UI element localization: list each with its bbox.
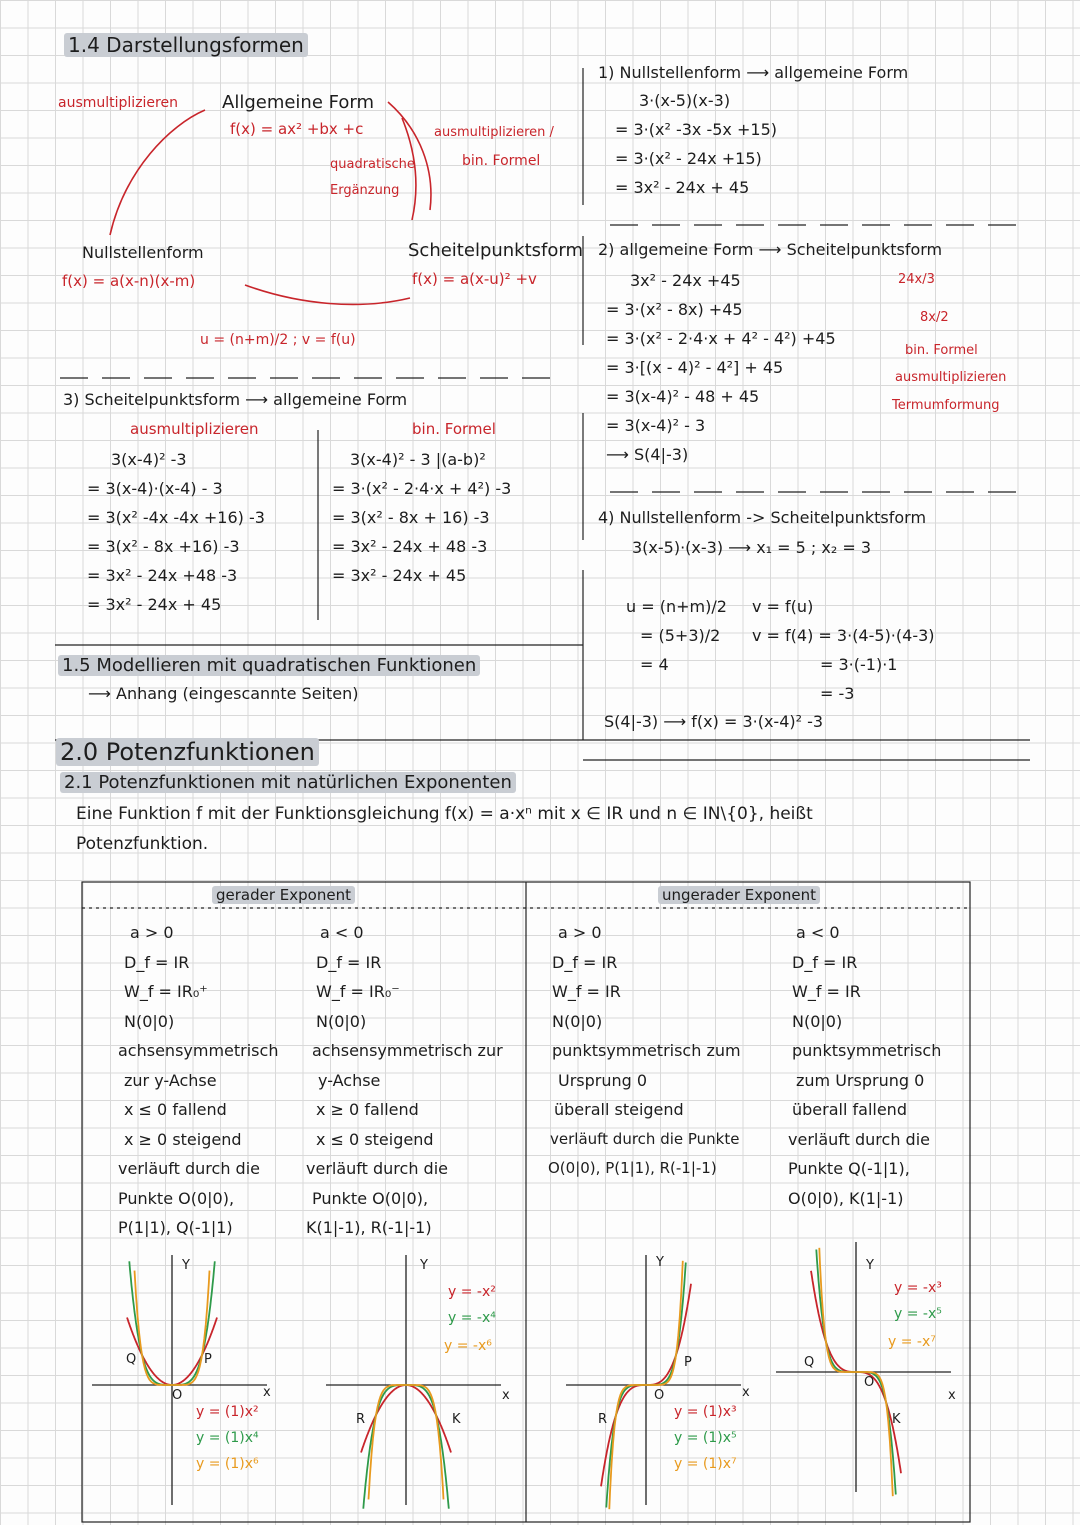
arrow-ns-to-sp bbox=[245, 285, 410, 304]
prop-line: achsensymmetrisch zur bbox=[312, 1041, 503, 1060]
definition-line-2: Potenzfunktion. bbox=[76, 834, 209, 854]
ex2-note: 24x/3 bbox=[898, 272, 935, 287]
ex2-note: ausmultiplizieren bbox=[895, 370, 1007, 385]
graph-label: y = (1)x⁵ bbox=[674, 1430, 737, 1446]
scheitelpunktsform-formula: f(x) = a(x-u)² +v bbox=[412, 270, 537, 288]
prop-line: N(0|0) bbox=[792, 1011, 843, 1031]
graph-label: y = -x² bbox=[448, 1284, 496, 1300]
scheitelpunktsform-title: Scheitelpunktsform bbox=[408, 240, 584, 261]
point-label-k: K bbox=[452, 1412, 461, 1427]
ex1-line: = 3x² - 24x + 45 bbox=[615, 178, 750, 197]
ex1-line: = 3·(x² -3x -5x +15) bbox=[615, 120, 777, 139]
prop-line: D_f = IR bbox=[124, 952, 190, 972]
ex3-right-line: = 3x² - 24x + 48 -3 bbox=[332, 537, 488, 556]
ex3-left-line: = 3x² - 24x +48 -3 bbox=[87, 566, 238, 585]
prop-line: W_f = IR₀⁻ bbox=[316, 982, 400, 1001]
section-title-1-4: 1.4 Darstellungsformen bbox=[64, 33, 308, 57]
axis-label-y: Y bbox=[420, 1258, 428, 1273]
ex3-right-line: = 3·(x² - 2·4·x + 4²) -3 bbox=[332, 479, 512, 498]
graph-label: y = -x⁷ bbox=[888, 1334, 936, 1350]
axis-label-x: x bbox=[502, 1388, 510, 1403]
prop-line: P(1|1), Q(-1|1) bbox=[118, 1218, 233, 1237]
ex3-right-label: bin. Formel bbox=[412, 420, 496, 438]
ex4-u-line: = 4 bbox=[640, 655, 669, 674]
ex2-line: = 3(x-4)² - 48 + 45 bbox=[606, 387, 760, 406]
prop-line: a < 0 bbox=[796, 923, 840, 942]
allgemeine-form-formula: f(x) = ax² +bx +c bbox=[230, 120, 364, 138]
ex4-line1: 3(x-5)·(x-3) ⟶ x₁ = 5 ; x₂ = 3 bbox=[632, 538, 872, 557]
prop-line: überall steigend bbox=[554, 1100, 684, 1119]
axis-label-y: Y bbox=[866, 1258, 874, 1273]
ex4-v-line: = 3·(-1)·1 bbox=[820, 655, 898, 674]
prop-line: x ≤ 0 steigend bbox=[316, 1129, 434, 1149]
ex4-v-lines bbox=[752, 592, 935, 708]
prop-line: W_f = IR bbox=[792, 982, 861, 1001]
axis-label-x: x bbox=[263, 1385, 271, 1400]
point-label-o: O bbox=[864, 1375, 875, 1390]
curve-x-power-6 bbox=[369, 1385, 444, 1499]
label-ausmultiplizieren-left: ausmultiplizieren bbox=[58, 95, 178, 111]
graph-label: y = (1)x² bbox=[196, 1404, 259, 1420]
prop-line: a > 0 bbox=[130, 923, 174, 942]
section-title-2-1: 2.1 Potenzfunktionen mit natürlichen Exponenten bbox=[60, 772, 516, 793]
ex2-line: ⟶ S(4|-3) bbox=[606, 445, 689, 464]
ex4-title: 4) Nullstellenform -> Scheitelpunktsform bbox=[598, 508, 927, 527]
axis-label-y: Y bbox=[656, 1255, 664, 1270]
label-quad-erg-1: quadratische bbox=[330, 157, 415, 172]
point-label-r: R bbox=[356, 1412, 366, 1427]
section-title-2-0: 2.0 Potenzfunktionen bbox=[56, 738, 319, 766]
curve-x-power-3 bbox=[811, 1271, 901, 1474]
prop-line: N(0|0) bbox=[316, 1011, 367, 1031]
ex2-note: bin. Formel bbox=[905, 343, 978, 358]
point-label-o: O bbox=[654, 1388, 665, 1403]
label-quad-erg-2: Ergänzung bbox=[330, 183, 400, 198]
ex1-lines bbox=[615, 86, 777, 202]
nullstellenform-formula: f(x) = a(x-n)(x-m) bbox=[62, 272, 196, 290]
point-label-r: R bbox=[598, 1412, 608, 1427]
ex3-right-line: = 3(x² - 8x + 16) -3 bbox=[332, 508, 490, 527]
prop-line: W_f = IR bbox=[552, 982, 621, 1001]
axis-label-x: x bbox=[948, 1388, 956, 1403]
graph-label: y = -x⁶ bbox=[444, 1338, 492, 1354]
ex3-right-line: 3(x-4)² - 3 |(a-b)² bbox=[350, 450, 486, 469]
ex4-v-line: v = f(u) bbox=[752, 597, 814, 616]
ex1-title: 1) Nullstellenform ⟶ allgemeine Form bbox=[598, 63, 909, 82]
point-label-p: P bbox=[204, 1352, 212, 1367]
prop-line: a < 0 bbox=[320, 923, 364, 942]
prop-line: D_f = IR bbox=[316, 952, 382, 972]
prop-line: Punkte Q(-1|1), bbox=[788, 1159, 910, 1178]
ex3-left-label: ausmultiplizieren bbox=[130, 420, 259, 438]
curve-x-power-4 bbox=[129, 1261, 215, 1385]
point-label-p: P bbox=[684, 1355, 692, 1370]
ex3-right-lines bbox=[332, 445, 511, 590]
prop-line: x ≤ 0 fallend bbox=[124, 1100, 227, 1119]
prop-line: punktsymmetrisch bbox=[792, 1041, 942, 1060]
prop-line: W_f = IR₀⁺ bbox=[124, 982, 208, 1001]
ex2-line: = 3·(x² - 2·4·x + 4² - 4²) +45 bbox=[606, 329, 836, 348]
point-label-o: O bbox=[172, 1388, 183, 1403]
prop-line: achsensymmetrisch bbox=[118, 1041, 279, 1060]
prop-line: O(0|0), K(1|-1) bbox=[788, 1188, 904, 1208]
graph-label: y = -x³ bbox=[894, 1280, 942, 1296]
prop-line: zur y-Achse bbox=[124, 1070, 217, 1090]
ex4-u-line: = (5+3)/2 bbox=[640, 626, 721, 645]
ex4-result: S(4|-3) ⟶ f(x) = 3·(x-4)² -3 bbox=[604, 712, 824, 731]
ex4-v-line: v = f(4) = 3·(4-5)·(4-3) bbox=[752, 626, 935, 645]
curve-x-power-6 bbox=[135, 1271, 210, 1385]
curve-x-power-4 bbox=[363, 1385, 449, 1509]
ex4-u-lines bbox=[626, 592, 727, 679]
axis-label-x: x bbox=[742, 1385, 750, 1400]
label-ausmult-binom-2: bin. Formel bbox=[462, 153, 541, 169]
prop-line: D_f = IR bbox=[792, 952, 858, 972]
ex2-line: = 3·(x² - 8x) +45 bbox=[606, 300, 743, 319]
allgemeine-form-title: Allgemeine Form bbox=[222, 92, 374, 113]
header-even-exponent: gerader Exponent bbox=[212, 886, 355, 904]
curve-x-power-2 bbox=[361, 1385, 451, 1453]
col-even-neg bbox=[306, 918, 503, 1243]
point-label-k: K bbox=[892, 1412, 901, 1427]
axis-label-y: Y bbox=[182, 1258, 190, 1273]
ex3-left-line: = 3x² - 24x + 45 bbox=[87, 595, 222, 614]
section-title-1-5: 1.5 Modellieren mit quadratischen Funktionen bbox=[58, 655, 480, 676]
prop-line: O(0|0), P(1|1), R(-1|-1) bbox=[548, 1159, 717, 1177]
ex3-left-line: = 3(x² - 8x +16) -3 bbox=[87, 537, 240, 556]
s15-anhang: ⟶ Anhang (eingescannte Seiten) bbox=[88, 684, 359, 703]
graph-label: y = (1)x⁷ bbox=[674, 1456, 737, 1472]
prop-line: K(1|-1), R(-1|-1) bbox=[306, 1218, 432, 1237]
prop-line: zum Ursprung 0 bbox=[796, 1070, 925, 1090]
ex3-title: 3) Scheitelpunktsform ⟶ allgemeine Form bbox=[63, 390, 408, 409]
graph-label: y = (1)x⁴ bbox=[196, 1430, 259, 1446]
graph-label: y = (1)x³ bbox=[674, 1404, 737, 1420]
curve-x-power-7 bbox=[609, 1261, 683, 1509]
ex2-note: 8x/2 bbox=[920, 310, 949, 325]
prop-line: verläuft durch die bbox=[788, 1129, 930, 1149]
prop-line: Punkte O(0|0), bbox=[118, 1188, 235, 1208]
col-even-pos bbox=[118, 918, 278, 1243]
point-label-q: Q bbox=[126, 1352, 137, 1367]
prop-line: x ≥ 0 fallend bbox=[316, 1100, 419, 1119]
curve-x-power-7 bbox=[819, 1248, 893, 1496]
ex2-note: Termumformung bbox=[892, 398, 1000, 413]
ex1-line: = 3·(x² - 24x +15) bbox=[615, 149, 762, 168]
prop-line: N(0|0) bbox=[552, 1011, 603, 1031]
graph-label: y = (1)x⁶ bbox=[196, 1456, 259, 1472]
ex2-title: 2) allgemeine Form ⟶ Scheitelpunktsform bbox=[598, 240, 943, 259]
col-odd-pos bbox=[548, 918, 741, 1184]
prop-line: x ≥ 0 steigend bbox=[124, 1129, 242, 1149]
prop-line: verläuft durch die bbox=[118, 1159, 260, 1178]
ex3-left-line: 3(x-4)² -3 bbox=[111, 450, 187, 469]
prop-line: punktsymmetrisch zum bbox=[552, 1041, 741, 1060]
ex3-left-line: = 3(x² -4x -4x +16) -3 bbox=[87, 508, 265, 527]
ex1-line: 3·(x-5)(x-3) bbox=[639, 91, 731, 110]
curve-x-power-5 bbox=[816, 1250, 896, 1495]
point-label-q: Q bbox=[804, 1355, 815, 1370]
prop-line: D_f = IR bbox=[552, 952, 618, 972]
prop-line: überall fallend bbox=[792, 1100, 907, 1119]
ex2-line: = 3·[(x - 4)² - 4²] + 45 bbox=[606, 358, 784, 377]
ex2-line: 3x² - 24x +45 bbox=[630, 271, 741, 290]
ex2-line: = 3(x-4)² - 3 bbox=[606, 416, 706, 435]
arrow-ns-to-allg bbox=[110, 110, 205, 235]
prop-line: y-Achse bbox=[318, 1070, 381, 1090]
ex3-left-lines bbox=[87, 445, 265, 619]
prop-line: verläuft durch die Punkte bbox=[550, 1129, 740, 1148]
col-odd-neg bbox=[786, 918, 941, 1213]
prop-line: N(0|0) bbox=[124, 1011, 175, 1031]
nullstellenform-title: Nullstellenform bbox=[82, 243, 204, 262]
ex4-v-line: = -3 bbox=[820, 684, 855, 703]
prop-line: Punkte O(0|0), bbox=[312, 1188, 429, 1208]
header-odd-exponent: ungerader Exponent bbox=[658, 886, 820, 904]
label-ausmult-binom-1: ausmultiplizieren / bbox=[434, 125, 554, 140]
graph-label: y = -x⁵ bbox=[894, 1306, 942, 1322]
ex3-left-line: = 3(x-4)·(x-4) - 3 bbox=[87, 479, 223, 498]
ex4-u-line: u = (n+m)/2 bbox=[626, 597, 727, 616]
uv-formula: u = (n+m)/2 ; v = f(u) bbox=[200, 332, 356, 348]
prop-line: Ursprung 0 bbox=[558, 1070, 648, 1090]
ex2-lines bbox=[606, 266, 836, 469]
ex3-right-line: = 3x² - 24x + 45 bbox=[332, 566, 467, 585]
definition-line-1: Eine Funktion f mit der Funktionsgleichung f(x) = a·xⁿ mit x ∈ IR und n ∈ IN\{0}, heißt bbox=[76, 804, 813, 824]
prop-line: a > 0 bbox=[558, 923, 602, 942]
graph-label: y = -x⁴ bbox=[448, 1310, 496, 1326]
prop-line: verläuft durch die bbox=[306, 1159, 448, 1178]
